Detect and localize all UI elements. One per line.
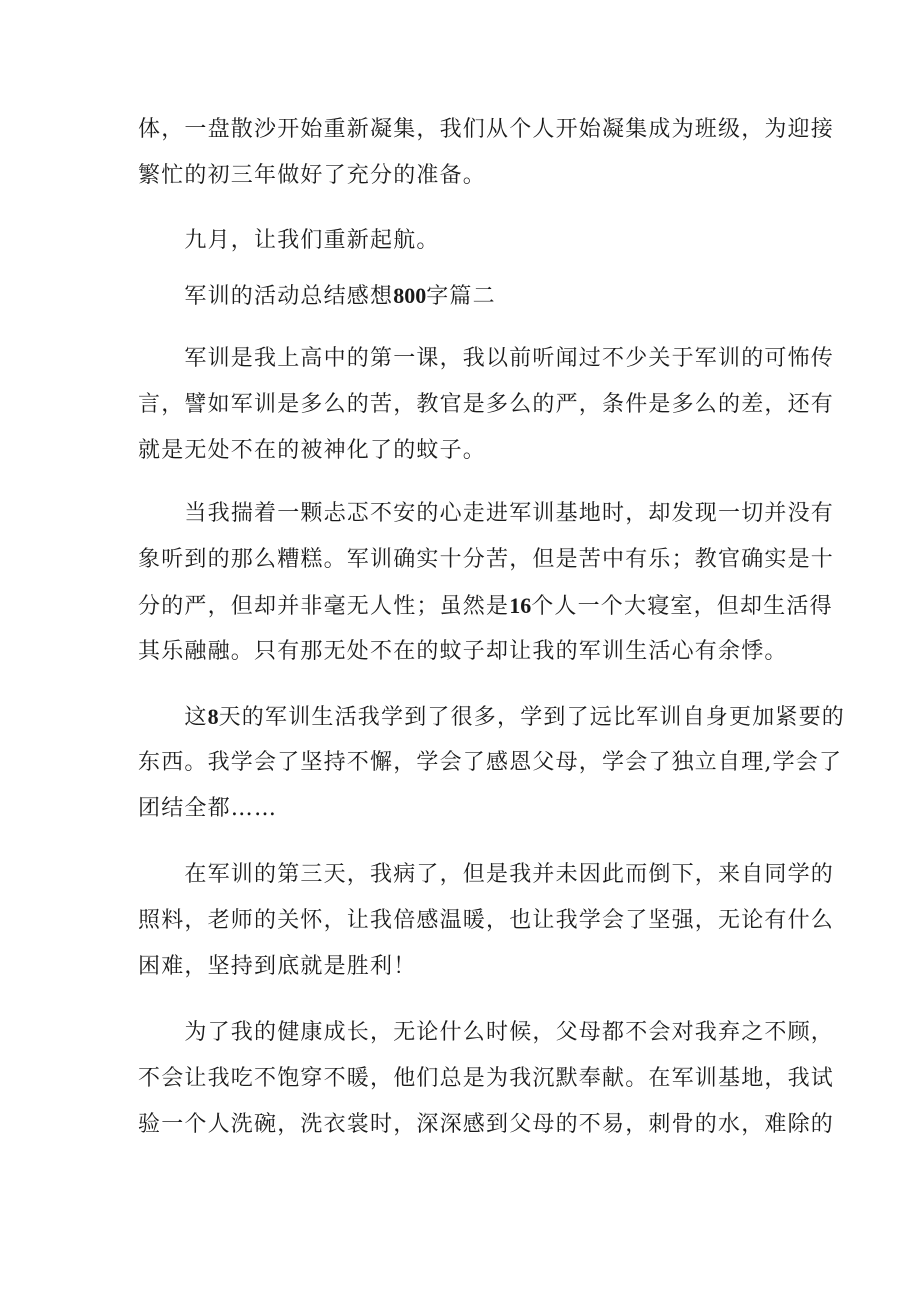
text-line: 就是无处不在的被神化了的蚊子。	[138, 438, 487, 463]
paragraph-september	[138, 218, 788, 264]
number-text: 800	[393, 283, 427, 308]
text-line: 象听到的那么糟糕。军训确实十分苦，但是苦中有乐；教官确实是十	[138, 547, 835, 572]
text-line: 这8天的军训生活我学到了很多，学到了远比军训自身更加紧要的	[138, 704, 846, 730]
paragraph-parents	[138, 1010, 835, 1148]
paragraph-first-lesson	[138, 336, 835, 474]
text-line: 照料，老师的关怀，让我倍感温暖，也让我学会了坚强，无论有什么	[138, 908, 835, 933]
text-line: 困难，坚持到底就是胜利！	[138, 954, 417, 979]
paragraph-eight-days	[138, 694, 846, 832]
text-line: 繁忙的初三年做好了充分的准备。	[138, 163, 487, 188]
text-line: 团结全都……	[138, 796, 278, 821]
paragraph-third-day	[138, 852, 835, 990]
text-line: 其乐融融。只有那无处不在的蚊子却让我的军训生活心有余悸。	[138, 639, 788, 664]
paragraph-arrival	[138, 491, 835, 675]
section-heading	[138, 273, 788, 319]
text-line: 体，一盘散沙开始重新凝集，我们从个人开始凝集成为班级，为迎接	[138, 117, 835, 142]
text-line: 验一个人洗碗，洗衣裳时，深深感到父母的不易，刺骨的水，难除的	[138, 1112, 835, 1137]
text-line: 东西。我学会了坚持不懈，学会了感恩父母，学会了独立自理,学会了	[138, 750, 843, 775]
paragraph-continuation	[138, 107, 835, 199]
text-line: 九月，让我们重新起航。	[138, 228, 440, 253]
number-text: 8	[207, 704, 219, 729]
text-line: 在军训的第三天，我病了，但是我并未因此而倒下，来自同学的	[138, 862, 835, 887]
section-heading-line: 军训的活动总结感想800字篇二	[138, 283, 496, 309]
text-line: 为了我的健康成长，无论什么时候，父母都不会对我弃之不顾，	[138, 1020, 835, 1045]
number-text: 16	[509, 593, 532, 618]
text-line: 分的严，但却并非毫无人性；虽然是16个人一个大寝室，但却生活得	[138, 593, 833, 619]
text-line: 不会让我吃不饱穿不暖，他们总是为我沉默奉献。在军训基地，我试	[138, 1066, 835, 1091]
text-line: 军训是我上高中的第一课，我以前听闻过不少关于军训的可怖传	[138, 346, 835, 371]
text-line: 言，譬如军训是多么的苦，教官是多么的严，条件是多么的差，还有	[138, 392, 835, 417]
text-line: 当我揣着一颗忐忑不安的心走进军训基地时，却发现一切并没有	[138, 501, 835, 526]
